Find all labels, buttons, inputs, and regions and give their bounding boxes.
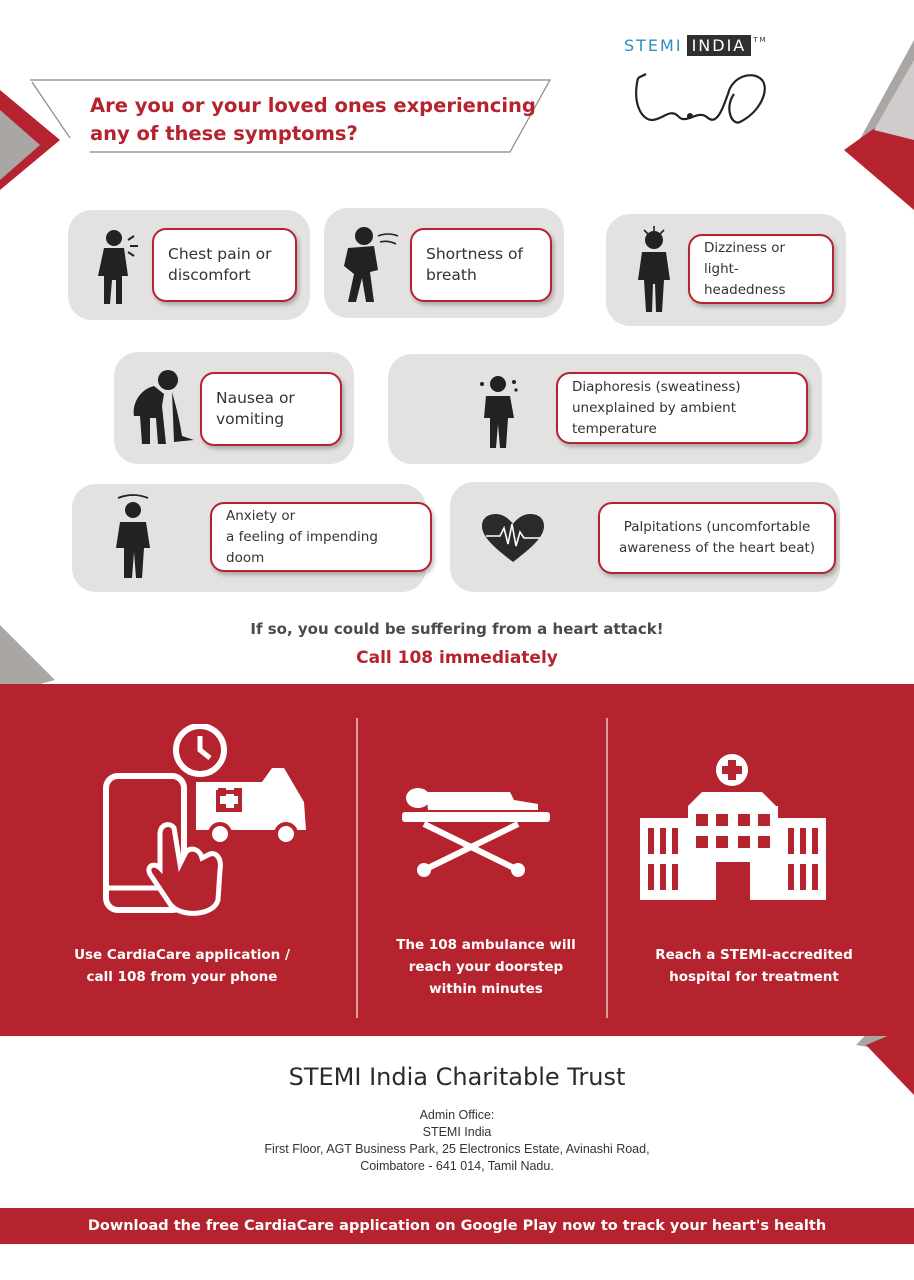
step-text-app: Use CardiaCare application / call 108 from your phone [74,947,290,985]
phone-ambulance-icon [100,724,316,920]
symptom-text: Chest pain or discomfort [168,245,272,284]
sweating-figure-icon [476,374,520,450]
logo-text-india: INDIA [687,35,752,56]
chest-pain-figure-icon [88,226,144,306]
stretcher-icon [398,776,552,880]
symptom-text: Anxiety or a feeling of impending doom [226,507,378,566]
symptom-label-chest-pain [152,228,297,302]
step-text-ambulance: The 108 ambulance will reach your doorstep within minutes [396,937,576,997]
headline [90,92,590,148]
download-banner [0,1208,914,1244]
headline-line-1: Are you or your loved ones experiencing [90,94,536,117]
download-banner-text: Download the free CardiaCare application on Google Play now to track your heart's health [87,1218,827,1234]
vomiting-figure-icon [124,366,200,446]
symptom-text: Nausea or vomiting [216,389,295,428]
stemi-india-logo [624,36,768,55]
stethoscope-heart-icon [628,64,778,130]
symptom-text: Dizziness or light-headedness [704,239,786,298]
headline-line-2: any of these symptoms? [90,122,358,145]
hospital-icon [636,752,830,902]
corner-decoration-right-top [834,40,914,210]
symptom-text: Diaphoresis (sweatiness) unexplained by ambient temperature [572,378,741,437]
symptom-label-diaphoresis [556,372,808,444]
step-divider-2 [606,718,608,1018]
heartbeat-icon [482,514,544,564]
symptom-text: Shortness of breath [426,245,523,284]
logo-trademark: TM [753,36,768,44]
dizzy-figure-icon [630,226,680,314]
symptom-label-shortness-of-breath [410,228,552,302]
address-line-2: STEMI India [422,1125,492,1139]
address-line-4: Coimbatore - 641 014, Tamil Nadu. [360,1159,554,1173]
symptom-text: Palpitations (uncomfortable awareness of the heart beat) [618,519,816,556]
breathless-figure-icon [334,224,406,304]
symptom-label-palpitations [598,502,836,574]
symptom-label-anxiety [210,502,432,572]
symptom-label-nausea [200,372,342,446]
address-line-3: First Floor, AGT Business Park, 25 Electronics Estate, Avinashi Road, [264,1142,650,1156]
trust-name: STEMI India Charitable Trust [288,1063,626,1091]
heart-attack-warning: If so, you could be suffering from a heart attack! [250,620,664,638]
step-divider-1 [356,718,358,1018]
symptom-label-dizziness [688,234,834,304]
call-108-message: Call 108 immediately [356,648,558,668]
anxious-figure-icon [108,494,158,580]
step-text-hospital: Reach a STEMI-accredited hospital for treatment [655,947,853,985]
address-line-1: Admin Office: [419,1108,495,1122]
logo-text-stemi: STEMI [624,36,683,55]
